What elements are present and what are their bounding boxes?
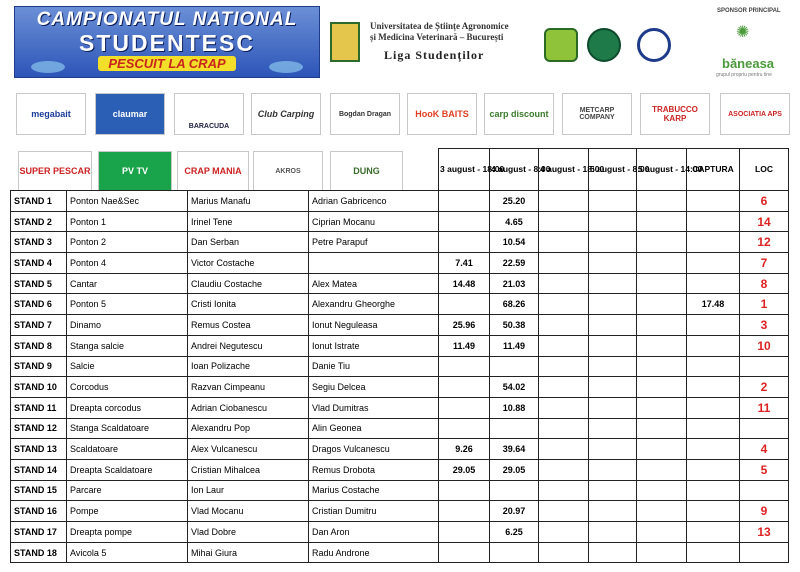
cell-location: Parcare	[67, 480, 188, 501]
cell-c1	[439, 418, 490, 439]
university-crest-icon	[330, 22, 360, 62]
cell-c1	[439, 191, 490, 212]
cell-c3	[539, 191, 589, 212]
cell-c5	[637, 253, 687, 274]
results-table	[10, 148, 789, 563]
cell-location: Ponton 2	[67, 232, 188, 253]
cell-c3	[539, 335, 589, 356]
cell-stand: STAND 14	[11, 459, 67, 480]
cell-c3	[539, 522, 589, 543]
sponsor-label: SPONSOR PRINCIPAL	[717, 8, 781, 14]
cell-p1: Irinel Tene	[188, 211, 309, 232]
table-row	[11, 273, 789, 294]
cell-stand: STAND 17	[11, 522, 67, 543]
cell-loc: 13	[740, 522, 789, 543]
cell-c5	[637, 542, 687, 563]
banner-line-3: PESCUIT LA CRAP	[98, 56, 235, 71]
cell-captura	[687, 418, 740, 439]
table-row	[11, 211, 789, 232]
cell-c4	[589, 273, 637, 294]
column-header: 4 august - 8:00	[490, 149, 539, 191]
cell-captura	[687, 459, 740, 480]
cell-c4	[589, 522, 637, 543]
sponsor-logo: DUNG	[330, 151, 403, 191]
table-row	[11, 253, 789, 274]
table-row	[11, 501, 789, 522]
table-row	[11, 397, 789, 418]
cell-c1	[439, 397, 490, 418]
sponsor-logo: SUPER PESCAR	[18, 151, 92, 191]
cell-location: Ponton 4	[67, 253, 188, 274]
cell-p1: Vlad Mocanu	[188, 501, 309, 522]
cell-captura	[687, 397, 740, 418]
cell-captura	[687, 501, 740, 522]
cell-stand: STAND 1	[11, 191, 67, 212]
cell-c1: 11.49	[439, 335, 490, 356]
cell-c2: 50.38	[490, 315, 539, 336]
column-header: 5 august - 8:00	[589, 149, 637, 191]
cell-stand: STAND 6	[11, 294, 67, 315]
cell-c3	[539, 315, 589, 336]
cell-stand: STAND 13	[11, 439, 67, 460]
cell-p2: Dan Aron	[309, 522, 439, 543]
table-row	[11, 377, 789, 398]
cell-p1: Mihai Giura	[188, 542, 309, 563]
cell-p1: Andrei Negutescu	[188, 335, 309, 356]
sponsor-logo: carp discount	[484, 93, 554, 135]
cell-p2: Petre Parapuf	[309, 232, 439, 253]
cell-c1: 7.41	[439, 253, 490, 274]
cell-c5	[637, 191, 687, 212]
cell-c4	[589, 191, 637, 212]
table-row	[11, 191, 789, 212]
banner-line-2: STUDENTESC	[79, 30, 255, 56]
cell-stand: STAND 18	[11, 542, 67, 563]
cell-c4	[589, 418, 637, 439]
banner-line-1: CAMPIONATUL NATIONAL	[36, 9, 298, 30]
cell-c2: 20.97	[490, 501, 539, 522]
cell-captura	[687, 315, 740, 336]
cell-c3	[539, 294, 589, 315]
cell-c3	[539, 356, 589, 377]
cell-stand: STAND 3	[11, 232, 67, 253]
cell-p1: Remus Costea	[188, 315, 309, 336]
cell-c5	[637, 273, 687, 294]
cell-c2: 25.20	[490, 191, 539, 212]
cell-p2: Adrian Gabricenco	[309, 191, 439, 212]
fish-icon	[269, 61, 303, 73]
cell-loc: 3	[740, 315, 789, 336]
cell-captura	[687, 439, 740, 460]
cell-c5	[637, 397, 687, 418]
cell-p1: Adrian Ciobanescu	[188, 397, 309, 418]
cell-c5	[637, 377, 687, 398]
cell-loc: 10	[740, 335, 789, 356]
cell-c4	[589, 397, 637, 418]
cell-stand: STAND 9	[11, 356, 67, 377]
cell-location: Corcodus	[67, 377, 188, 398]
cell-p2: Segiu Delcea	[309, 377, 439, 398]
table-row	[11, 439, 789, 460]
cell-p2: Ciprian Mocanu	[309, 211, 439, 232]
cell-location: Cantar	[67, 273, 188, 294]
cell-location: Dreapta pompe	[67, 522, 188, 543]
cell-c1	[439, 377, 490, 398]
column-header: 4 august - 18:00	[539, 149, 589, 191]
cell-c1	[439, 542, 490, 563]
sponsor-logo: HooK BAITS	[407, 93, 477, 135]
cell-c1	[439, 480, 490, 501]
table-row	[11, 335, 789, 356]
column-header: LOC	[740, 149, 789, 191]
cell-c3	[539, 480, 589, 501]
sponsor-logo: CRAP MANIA	[177, 151, 249, 191]
cell-p1: Alexandru Pop	[188, 418, 309, 439]
sponsor-logo: claumar	[95, 93, 165, 135]
table-row	[11, 542, 789, 563]
cell-c5	[637, 294, 687, 315]
university-line-2: și Medicina Veterinară – București	[370, 32, 504, 42]
cell-c4	[589, 211, 637, 232]
cell-c5	[637, 501, 687, 522]
liga-title: Liga Studenților	[384, 48, 485, 62]
cell-c2: 22.59	[490, 253, 539, 274]
cell-c4	[589, 377, 637, 398]
cell-c4	[589, 356, 637, 377]
cell-location: Stanga salcie	[67, 335, 188, 356]
cell-location: Ponton Nae&Sec	[67, 191, 188, 212]
cell-p1: Cristi Ionita	[188, 294, 309, 315]
fish-badge-icon	[544, 28, 578, 62]
sponsor-logo: AKROS	[253, 151, 323, 191]
cell-loc: 7	[740, 253, 789, 274]
cell-loc	[740, 356, 789, 377]
column-header: 3 august - 18:00	[439, 149, 490, 191]
cell-c3	[539, 253, 589, 274]
cell-c3	[539, 418, 589, 439]
cell-location: Pompe	[67, 501, 188, 522]
cell-stand: STAND 7	[11, 315, 67, 336]
cell-c5	[637, 335, 687, 356]
cell-c5	[637, 356, 687, 377]
cell-c1	[439, 211, 490, 232]
cell-loc: 9	[740, 501, 789, 522]
sponsor-logo: TRABUCCO KARP	[640, 93, 710, 135]
club-badge-icon	[637, 28, 671, 62]
cell-c2: 21.03	[490, 273, 539, 294]
cell-loc	[740, 480, 789, 501]
sponsor-logo: PV TV	[98, 151, 172, 191]
cell-c3	[539, 439, 589, 460]
cell-p2: Alin Geonea	[309, 418, 439, 439]
cell-c5	[637, 522, 687, 543]
cell-location: Avicola 5	[67, 542, 188, 563]
sponsor-logo: ASOCIATIA APS	[720, 93, 790, 135]
cell-c2: 39.64	[490, 439, 539, 460]
cell-location: Scaldatoare	[67, 439, 188, 460]
cell-c5	[637, 232, 687, 253]
cell-p2: Danie Tiu	[309, 356, 439, 377]
cell-p2: Cristian Dumitru	[309, 501, 439, 522]
cell-p2: Ionut Neguleasa	[309, 315, 439, 336]
cell-p2	[309, 253, 439, 274]
cell-c2: 68.26	[490, 294, 539, 315]
cell-stand: STAND 15	[11, 480, 67, 501]
cell-c4	[589, 480, 637, 501]
table-row	[11, 315, 789, 336]
cell-c3	[539, 542, 589, 563]
cell-captura: 17.48	[687, 294, 740, 315]
cell-c3	[539, 377, 589, 398]
cell-loc: 4	[740, 439, 789, 460]
column-header: CAPTURA	[687, 149, 740, 191]
cell-c1	[439, 294, 490, 315]
cell-c4	[589, 335, 637, 356]
cell-location: Ponton 5	[67, 294, 188, 315]
sponsor-logo: Bogdan Dragan	[330, 93, 400, 135]
cell-p1: Vlad Dobre	[188, 522, 309, 543]
championship-banner	[14, 6, 320, 78]
cell-location: Dreapta corcodus	[67, 397, 188, 418]
cell-captura	[687, 273, 740, 294]
cell-p2: Alex Matea	[309, 273, 439, 294]
cell-p1: Dan Serban	[188, 232, 309, 253]
cell-p1: Victor Costache	[188, 253, 309, 274]
sponsor-logo: METCARP COMPANY	[562, 93, 632, 135]
cell-stand: STAND 8	[11, 335, 67, 356]
table-row	[11, 356, 789, 377]
sponsor-tagline: grupul propriu pentru tine	[716, 72, 772, 78]
cell-c4	[589, 315, 637, 336]
cell-stand: STAND 5	[11, 273, 67, 294]
baneasa-logo-icon: ✺	[736, 22, 750, 41]
cell-loc: 5	[740, 459, 789, 480]
table-row	[11, 459, 789, 480]
cell-c5	[637, 315, 687, 336]
cell-loc: 2	[740, 377, 789, 398]
cell-p2: Ionut Istrate	[309, 335, 439, 356]
cell-c1	[439, 356, 490, 377]
cell-c3	[539, 459, 589, 480]
cell-location: Ponton 1	[67, 211, 188, 232]
cell-location: Dreapta Scaldatoare	[67, 459, 188, 480]
cell-p2: Dragos Vulcanescu	[309, 439, 439, 460]
cell-c2: 11.49	[490, 335, 539, 356]
cell-p2: Marius Costache	[309, 480, 439, 501]
cell-c3	[539, 211, 589, 232]
cell-captura	[687, 211, 740, 232]
cell-captura	[687, 232, 740, 253]
table-row	[11, 418, 789, 439]
cell-loc: 8	[740, 273, 789, 294]
cn-badge-icon	[587, 28, 621, 62]
fish-icon	[31, 61, 65, 73]
cell-c2	[490, 418, 539, 439]
cell-stand: STAND 10	[11, 377, 67, 398]
cell-c1: 9.26	[439, 439, 490, 460]
cell-p1: Razvan Cimpeanu	[188, 377, 309, 398]
cell-captura	[687, 335, 740, 356]
cell-c1	[439, 501, 490, 522]
cell-captura	[687, 522, 740, 543]
cell-loc: 6	[740, 191, 789, 212]
cell-c5	[637, 480, 687, 501]
cell-p1: Ion Laur	[188, 480, 309, 501]
cell-captura	[687, 191, 740, 212]
cell-c5	[637, 439, 687, 460]
cell-c2	[490, 542, 539, 563]
table-row	[11, 480, 789, 501]
cell-stand: STAND 11	[11, 397, 67, 418]
cell-c3	[539, 397, 589, 418]
cell-p1: Claudiu Costache	[188, 273, 309, 294]
cell-c2: 10.88	[490, 397, 539, 418]
cell-loc	[740, 542, 789, 563]
cell-captura	[687, 377, 740, 398]
cell-location: Salcie	[67, 356, 188, 377]
column-header: 5 august - 14:00	[637, 149, 687, 191]
table-row	[11, 522, 789, 543]
university-line-1: Universitatea de Științe Agronomice	[370, 21, 509, 31]
sponsor-name: băneasa	[722, 56, 775, 71]
cell-captura	[687, 480, 740, 501]
university-name	[370, 21, 509, 43]
sponsor-logo: Club Carping	[251, 93, 321, 135]
cell-c4	[589, 253, 637, 274]
cell-c2	[490, 480, 539, 501]
cell-stand: STAND 16	[11, 501, 67, 522]
cell-stand: STAND 12	[11, 418, 67, 439]
cell-p1: Marius Manafu	[188, 191, 309, 212]
cell-c1	[439, 232, 490, 253]
cell-stand: STAND 4	[11, 253, 67, 274]
cell-loc: 1	[740, 294, 789, 315]
cell-p1: Cristian Mihalcea	[188, 459, 309, 480]
cell-c2: 54.02	[490, 377, 539, 398]
cell-c1: 29.05	[439, 459, 490, 480]
cell-captura	[687, 356, 740, 377]
cell-p2: Alexandru Gheorghe	[309, 294, 439, 315]
cell-loc: 14	[740, 211, 789, 232]
cell-c1	[439, 522, 490, 543]
cell-c4	[589, 294, 637, 315]
cell-location: Stanga Scaldatoare	[67, 418, 188, 439]
cell-captura	[687, 253, 740, 274]
cell-captura	[687, 542, 740, 563]
cell-p2: Radu Androne	[309, 542, 439, 563]
cell-c2	[490, 356, 539, 377]
table-row	[11, 294, 789, 315]
cell-location: Dinamo	[67, 315, 188, 336]
cell-c2: 29.05	[490, 459, 539, 480]
cell-c4	[589, 501, 637, 522]
cell-stand: STAND 2	[11, 211, 67, 232]
cell-c3	[539, 501, 589, 522]
cell-c2: 6.25	[490, 522, 539, 543]
cell-c5	[637, 211, 687, 232]
cell-c2: 4.65	[490, 211, 539, 232]
table-row	[11, 232, 789, 253]
cell-loc: 12	[740, 232, 789, 253]
cell-c4	[589, 439, 637, 460]
cell-c4	[589, 542, 637, 563]
cell-c2: 10.54	[490, 232, 539, 253]
cell-c4	[589, 232, 637, 253]
cell-c5	[637, 418, 687, 439]
sponsor-logo: BARACUDA	[174, 93, 244, 135]
sponsor-logo: megabait	[16, 93, 86, 135]
cell-c3	[539, 232, 589, 253]
cell-c4	[589, 459, 637, 480]
cell-c3	[539, 273, 589, 294]
table-header-row	[11, 149, 789, 191]
cell-p1: Alex Vulcanescu	[188, 439, 309, 460]
cell-loc: 11	[740, 397, 789, 418]
cell-c1: 25.96	[439, 315, 490, 336]
cell-p1: Ioan Polizache	[188, 356, 309, 377]
cell-c1: 14.48	[439, 273, 490, 294]
cell-p2: Remus Drobota	[309, 459, 439, 480]
cell-p2: Vlad Dumitras	[309, 397, 439, 418]
cell-loc	[740, 418, 789, 439]
cell-c5	[637, 459, 687, 480]
